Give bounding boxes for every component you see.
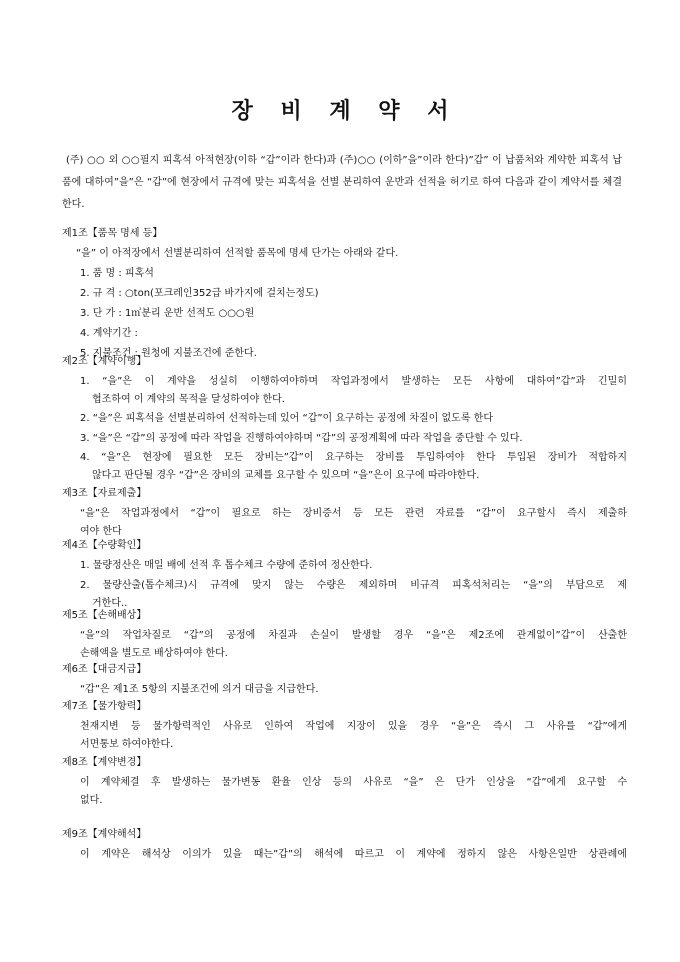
list-item: 1. 물량정산은 매일 배에 선적 후 톱수체크 수량에 준하여 정산한다. — [80, 560, 373, 571]
list-item: 4. “을”은 현장에 필요한 모든 장비는”갑”이 요구하는 장비를 투입하여야 한다 투입된 장비가 적합하지 — [80, 452, 627, 463]
article-text: 이 계약은 해석상 이의가 있을 때는”갑”의 해석에 따르고 이 계약에 정하지 않은 사항은일반 상관례에 — [80, 849, 627, 860]
list-item: 거한다.. — [92, 598, 128, 609]
article-text: 서면통보 하여야한다. — [80, 739, 174, 750]
list-item: 2. “을”은 피혹석을 선별분리하여 선적하는데 있어 “갑”이 요구하는 공정에 차질이 없도록 한다 — [80, 413, 493, 424]
article-heading: 제4조【수량확인】 — [62, 540, 147, 551]
article-text: “을” 이 아적장에서 선별분리하여 선적할 품목에 명세 단가는 아래와 같다. — [76, 248, 399, 259]
article-text: 여야 한다 — [80, 526, 122, 537]
article-heading: 제3조【자료제출】 — [62, 488, 147, 499]
list-item: 3. “을”은 “갑”의 공정에 따라 작업을 진행하여야하며 “갑”의 공정계획에 따라 작업을 중단할 수 있다. — [80, 433, 523, 444]
document-title: 장 비 계 약 서 — [231, 99, 459, 124]
list-item: 3. 단 가 : 1㎥분리 운반 선적도 ○○○원 — [80, 308, 255, 319]
article-text: 없다. — [80, 795, 103, 806]
list-item: 않다고 판단될 경우 “갑”은 장비의 교체를 요구할 수 있으며 “을”은이 요구에 따라야한다. — [92, 470, 480, 481]
article-heading: 제9조【계약해석】 — [62, 829, 147, 840]
list-item: 4. 계약기간 : — [80, 328, 138, 339]
article-heading: 제2조【계약이행】 — [62, 356, 147, 367]
article-text: 이 계약체결 후 발생하는 물가변동 환율 인상 등의 사유로 “을” 은 단가 인상을 “갑”에게 요구할 수 — [80, 777, 627, 788]
article-text: “을”은 작업과정에서 “갑”이 필요로 하는 장비증서 등 모든 관련 자료를 “갑”이 요구할시 즉시 제출하 — [80, 508, 627, 519]
article-heading: 제1조【품목 명세 등】 — [62, 228, 163, 239]
preamble-paragraph: (주) ○○ 외 ○○필지 피혹석 아적현장(이하 “갑”이라 한다)과 (주)○○ (이하”을”이라 한다)”갑” 이 납품처와 계약한 피혹석 납품에 대하여”을”은 “갑”에 현장에서 규격에 맞는 피혹석을 선별 분리하여 운반과 선적을 허기로 하여 다음과 같이 계약서를 체결한다. — [62, 155, 622, 210]
list-item: 5. 지불조건 : 원청에 지불조건에 준한다. — [80, 348, 257, 359]
article-heading: 제6조【대금지급】 — [62, 664, 147, 675]
article-text: “갑”은 제1조 5항의 지불조건에 의거 대금을 지급한다. — [80, 684, 319, 695]
list-item: 1. “을”은 이 계약을 성실히 이행하여야하며 작업과정에서 발생하는 모든 사항에 대하여”갑”과 긴밀히 — [80, 376, 627, 387]
list-item: 2. 규 격 : ○ton(포크레인352급 바가지에 걸치는정도) — [80, 288, 319, 299]
list-item: 2. 물량산출(톱수체크)시 규격에 맞지 않는 수량은 제외하며 비규격 피혹석처리는 “을”의 부담으로 제 — [80, 580, 627, 591]
list-item: 협조하여 이 계약의 목적을 달성하여야 한다. — [92, 394, 285, 405]
list-item: 1. 품 명 : 피혹석 — [80, 268, 154, 279]
article-text: “을”의 작업차질로 “갑”의 공정에 차질과 손실이 발생할 경우 “을”은 제2조에 관계없이”갑”이 산출한 — [80, 630, 627, 641]
article-heading: 제5조【손해배상】 — [62, 610, 147, 621]
article-text: 천재지변 등 물가항력적인 사유로 인하여 작업에 지장이 있을 경우 “을”은 즉시 그 사유를 “갑”에게 — [80, 721, 627, 732]
article-text: 손해액을 별도로 배상하여야 한다. — [80, 648, 228, 659]
article-heading: 제7조【물가항력】 — [62, 701, 147, 712]
article-heading: 제8조【계약변경】 — [62, 757, 147, 768]
